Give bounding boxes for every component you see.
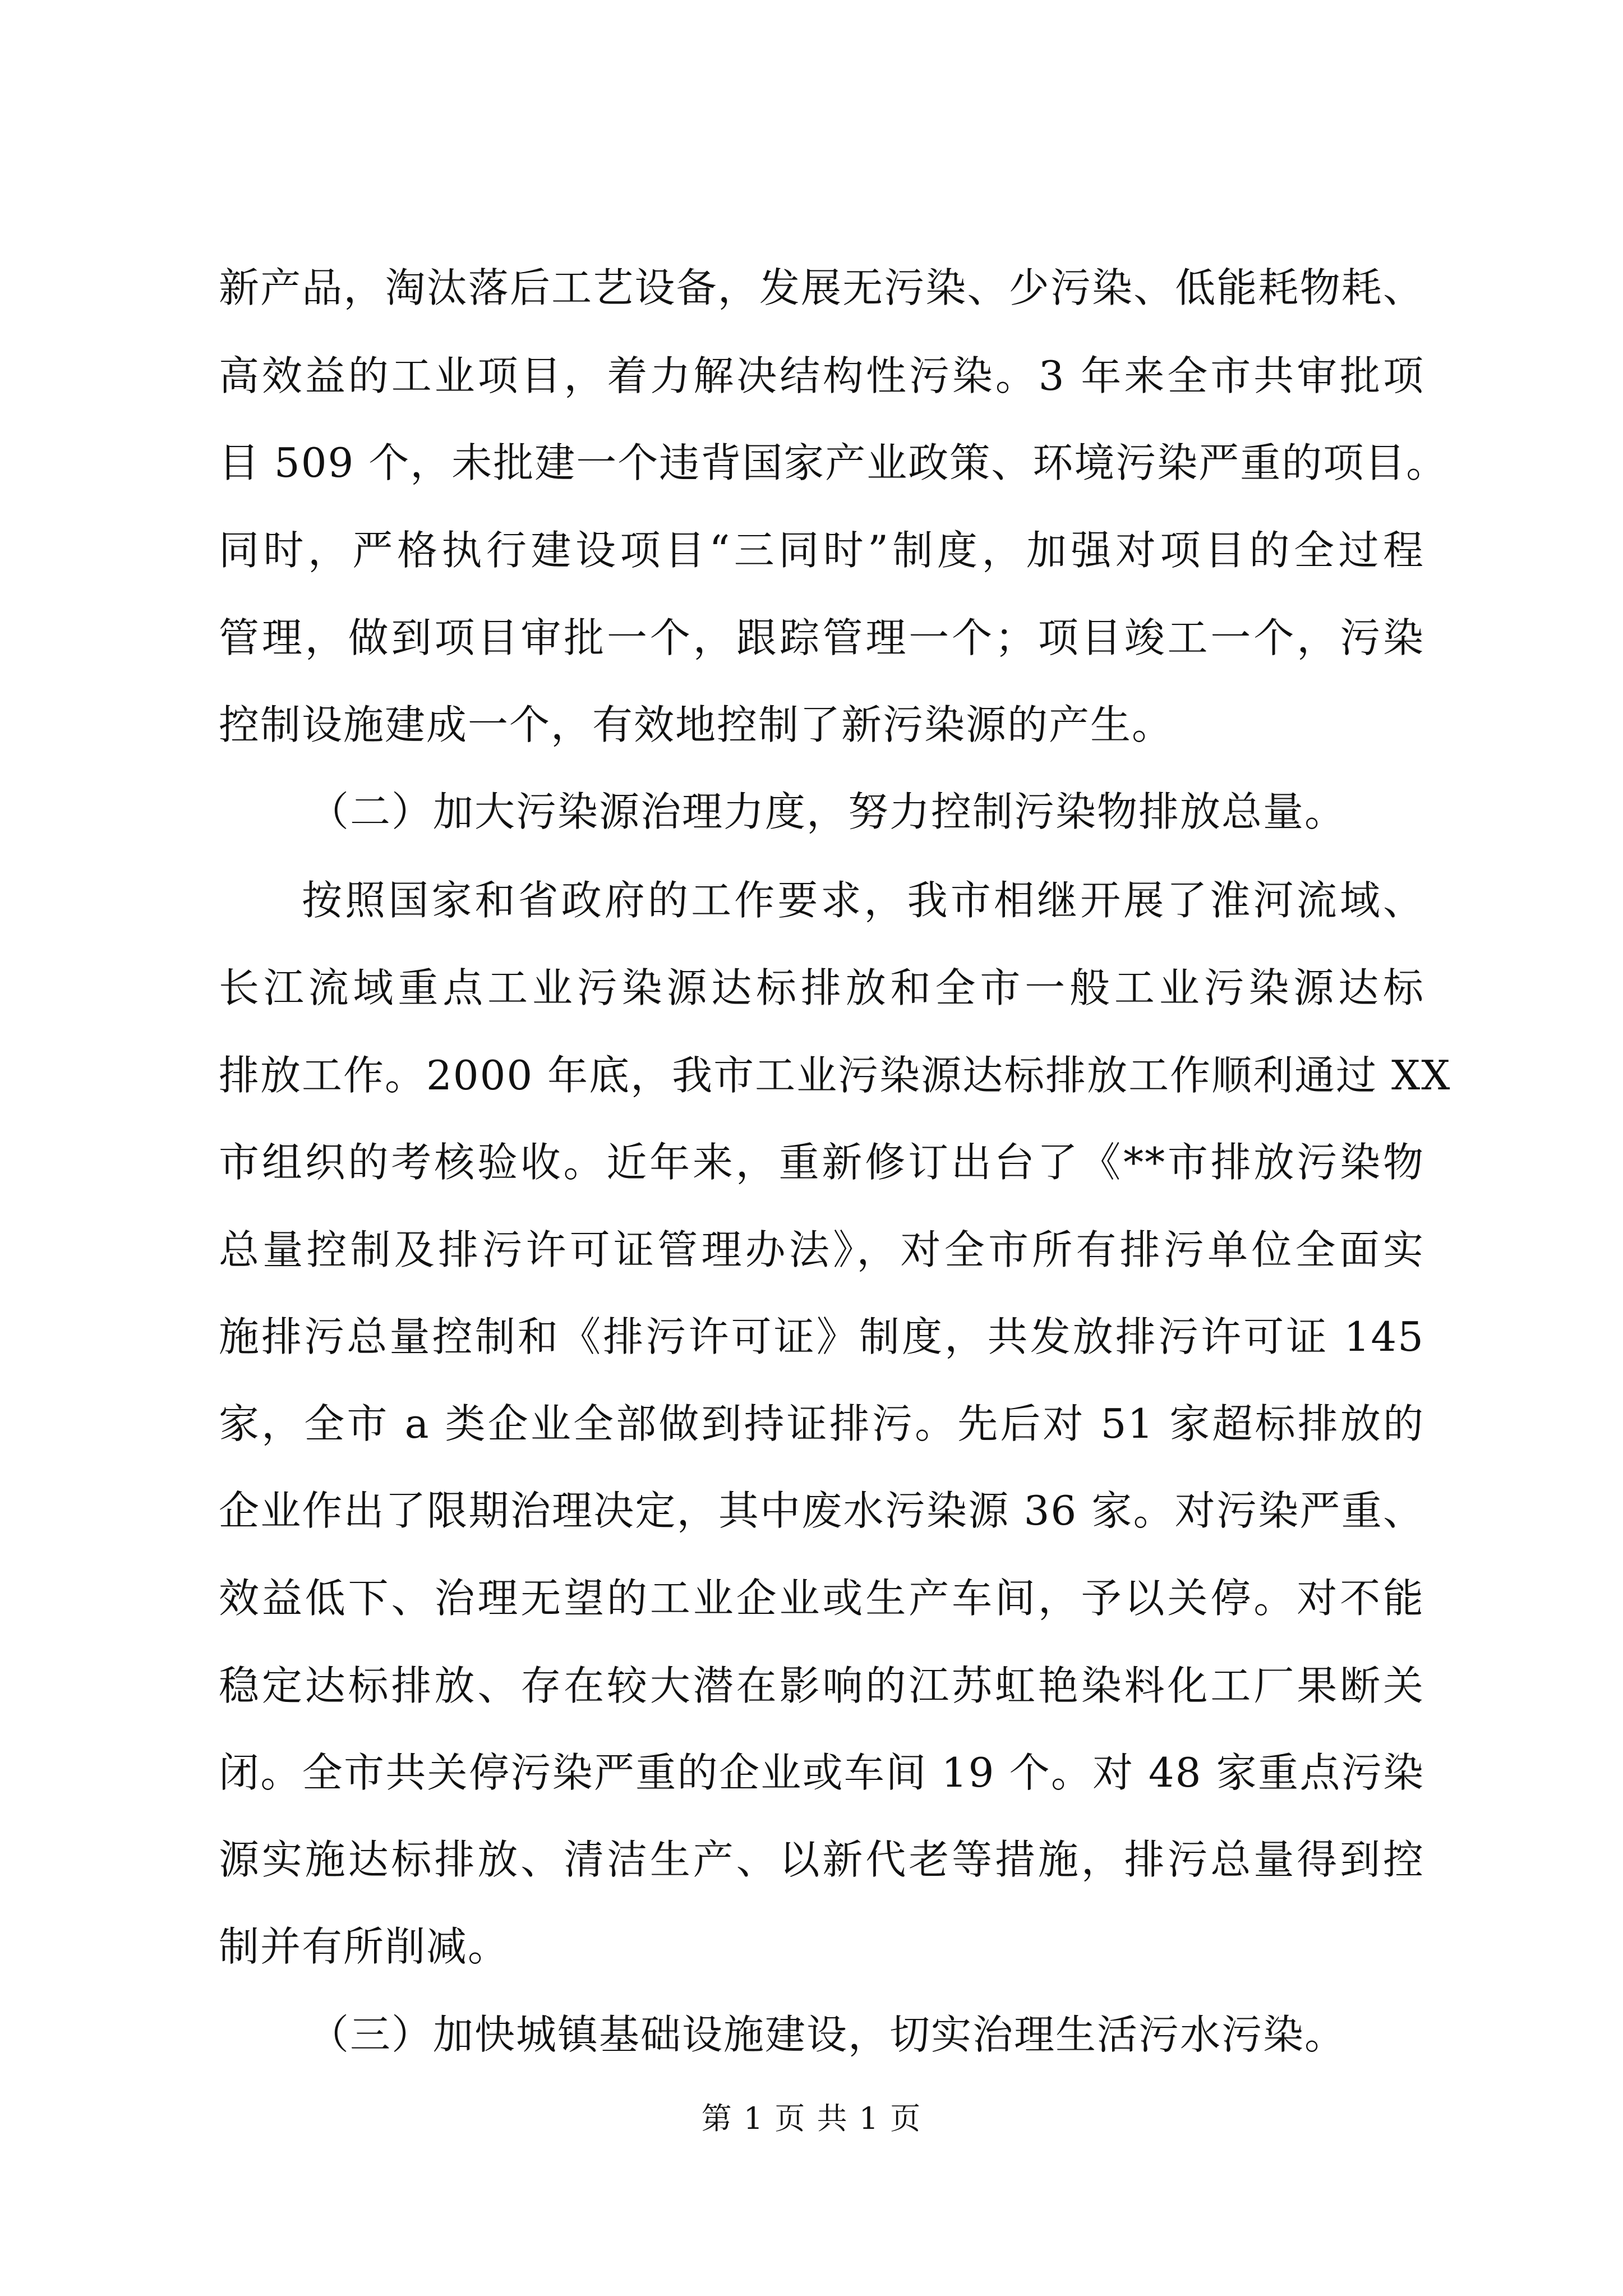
body-text-line: 排放工作。2000 年底，我市工业污染源达标排放工作顺利通过 XX: [219, 1052, 1451, 1099]
body-text-line: 效益低下、治理无望的工业企业或生产车间，予以关停。对不能: [219, 1575, 1424, 1622]
body-text-line: 市组织的考核验收。近年来，重新修订出台了《**市排放污染物: [219, 1139, 1424, 1186]
body-text-line: 总量控制及排污许可证管理办法》，对全市所有排污单位全面实: [219, 1226, 1424, 1273]
body-text-line: 企业作出了限期治理决定，其中废水污染源 36 家。对污染严重、: [219, 1487, 1424, 1534]
body-text-line: 按照国家和省政府的工作要求，我市相继开展了淮河流域、: [302, 877, 1424, 924]
body-text-line: 制并有所削减。: [219, 1923, 510, 1970]
body-text-line: 同时，严格执行建设项目“三同时”制度，加强对项目的全过程: [219, 527, 1424, 574]
page-footer: 第 1 页 共 1 页: [701, 2101, 922, 2136]
body-text-line: 长江流域重点工业污染源达标排放和全市一般工业污染源达标: [219, 964, 1424, 1011]
body-text-line: 施排污总量控制和《排污许可证》制度，共发放排污许可证 145: [219, 1313, 1424, 1360]
body-text-line: 稳定达标排放、存在较大潜在影响的江苏虹艳染料化工厂果断关: [219, 1662, 1424, 1709]
body-text-line: 管理，做到项目审批一个，跟踪管理一个；项目竣工一个，污染: [219, 614, 1424, 661]
body-text-line: 家，全市 a 类企业全部做到持证排污。先后对 51 家超标排放的: [219, 1400, 1424, 1447]
body-text-line: 闭。全市共关停污染严重的企业或车间 19 个。对 48 家重点污染: [219, 1749, 1424, 1796]
section-heading-3: （三）加快城镇基础设施建设，切实治理生活污水污染。: [308, 2011, 1347, 2058]
body-text-line: 高效益的工业项目，着力解决结构性污染。3 年来全市共审批项: [219, 352, 1424, 399]
section-heading-2: （二）加大污染源治理力度，努力控制污染物排放总量。: [308, 788, 1347, 835]
body-text-line: 控制设施建成一个，有效地控制了新污染源的产生。: [219, 701, 1174, 748]
body-text-line: 新产品，淘汰落后工艺设备，发展无污染、少污染、低能耗物耗、: [219, 264, 1424, 311]
body-text-line: 源实施达标排放、清洁生产、以新代老等措施，排污总量得到控: [219, 1836, 1424, 1883]
body-text-line: 目 509 个，未批建一个违背国家产业政策、环境污染严重的项目。: [219, 439, 1448, 486]
